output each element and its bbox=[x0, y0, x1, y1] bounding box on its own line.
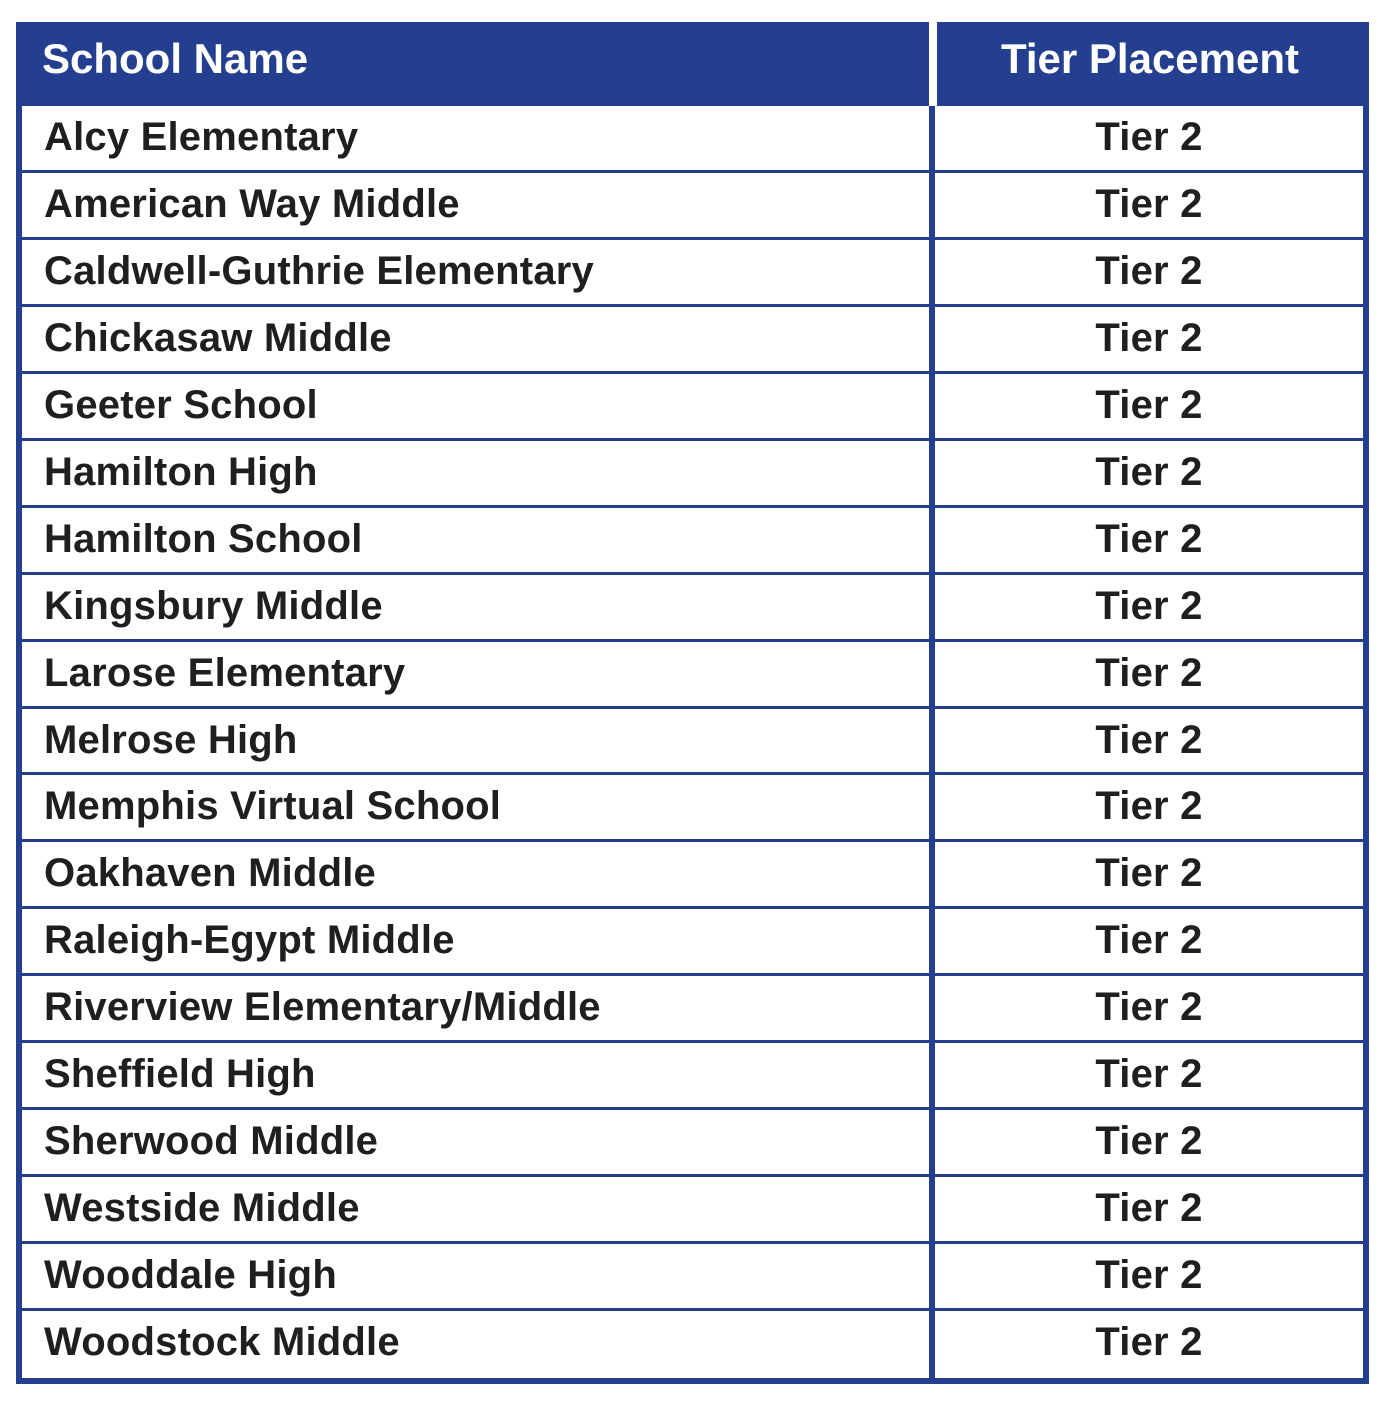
tier-placement-cell: Tier 2 bbox=[1095, 1253, 1203, 1298]
header-school-name: School Name bbox=[42, 35, 309, 82]
school-name-cell: Raleigh-Egypt Middle bbox=[44, 918, 455, 963]
table-row bbox=[22, 1311, 1363, 1378]
school-name-cell: Sherwood Middle bbox=[44, 1119, 379, 1164]
table-row bbox=[22, 1110, 1363, 1177]
school-name-cell: Wooddale High bbox=[44, 1253, 337, 1298]
tier-placement-cell: Tier 2 bbox=[1095, 851, 1203, 896]
table-row bbox=[22, 240, 1363, 307]
header-tier-placement: Tier Placement bbox=[1000, 35, 1300, 82]
tier-placement-cell: Tier 2 bbox=[1095, 315, 1203, 360]
table-row bbox=[22, 842, 1363, 909]
table-row bbox=[22, 106, 1363, 173]
header-divider bbox=[929, 22, 937, 106]
school-name-cell: Chickasaw Middle bbox=[44, 315, 392, 360]
school-name-cell: Kingsbury Middle bbox=[44, 583, 383, 628]
table-row bbox=[22, 976, 1363, 1043]
tier-placement-cell: Tier 2 bbox=[1095, 1052, 1203, 1097]
tier-placement-cell: Tier 2 bbox=[1095, 985, 1203, 1030]
school-name-cell: Hamilton High bbox=[44, 449, 318, 494]
table-row bbox=[22, 642, 1363, 709]
school-name-cell: Larose Elementary bbox=[44, 650, 406, 695]
school-name-cell: Geeter School bbox=[44, 382, 318, 427]
school-name-cell: Oakhaven Middle bbox=[44, 851, 376, 896]
school-name-cell: American Way Middle bbox=[44, 181, 460, 226]
table-row bbox=[22, 909, 1363, 976]
school-name-cell: Riverview Elementary/Middle bbox=[44, 985, 601, 1030]
school-name-cell: Westside Middle bbox=[44, 1186, 360, 1231]
tier-placement-cell: Tier 2 bbox=[1095, 918, 1203, 963]
table-row bbox=[22, 575, 1363, 642]
table-body bbox=[22, 106, 1363, 1378]
tier-placement-cell: Tier 2 bbox=[1095, 717, 1203, 762]
table-row bbox=[22, 374, 1363, 441]
table-row bbox=[22, 1177, 1363, 1244]
tier-placement-cell: Tier 2 bbox=[1095, 1119, 1203, 1164]
school-name-cell: Alcy Elementary bbox=[44, 115, 359, 159]
table-row bbox=[22, 709, 1363, 776]
tier-placement-cell: Tier 2 bbox=[1095, 449, 1203, 494]
table-row bbox=[22, 441, 1363, 508]
tier-placement-cell: Tier 2 bbox=[1095, 115, 1203, 159]
school-tier-table bbox=[16, 22, 1369, 1384]
school-name-cell: Woodstock Middle bbox=[44, 1320, 400, 1365]
tier-placement-cell: Tier 2 bbox=[1095, 516, 1203, 561]
school-name-cell: Memphis Virtual School bbox=[44, 784, 502, 829]
table-row bbox=[22, 1043, 1363, 1110]
table-header bbox=[16, 22, 1369, 106]
school-name-cell: Hamilton School bbox=[44, 516, 363, 561]
tier-placement-cell: Tier 2 bbox=[1095, 1320, 1203, 1365]
table-row bbox=[22, 173, 1363, 240]
school-name-cell: Melrose High bbox=[44, 717, 298, 762]
tier-placement-cell: Tier 2 bbox=[1095, 181, 1203, 226]
tier-placement-cell: Tier 2 bbox=[1095, 784, 1203, 829]
school-name-cell: Caldwell-Guthrie Elementary bbox=[44, 248, 594, 293]
table-row bbox=[22, 775, 1363, 842]
tier-placement-cell: Tier 2 bbox=[1095, 583, 1203, 628]
tier-placement-cell: Tier 2 bbox=[1095, 382, 1203, 427]
tier-placement-cell: Tier 2 bbox=[1095, 650, 1203, 695]
table-row bbox=[22, 307, 1363, 374]
table-row bbox=[22, 1244, 1363, 1311]
table-row bbox=[22, 508, 1363, 575]
tier-placement-cell: Tier 2 bbox=[1095, 1186, 1203, 1231]
tier-placement-cell: Tier 2 bbox=[1095, 248, 1203, 293]
school-name-cell: Sheffield High bbox=[44, 1052, 316, 1097]
